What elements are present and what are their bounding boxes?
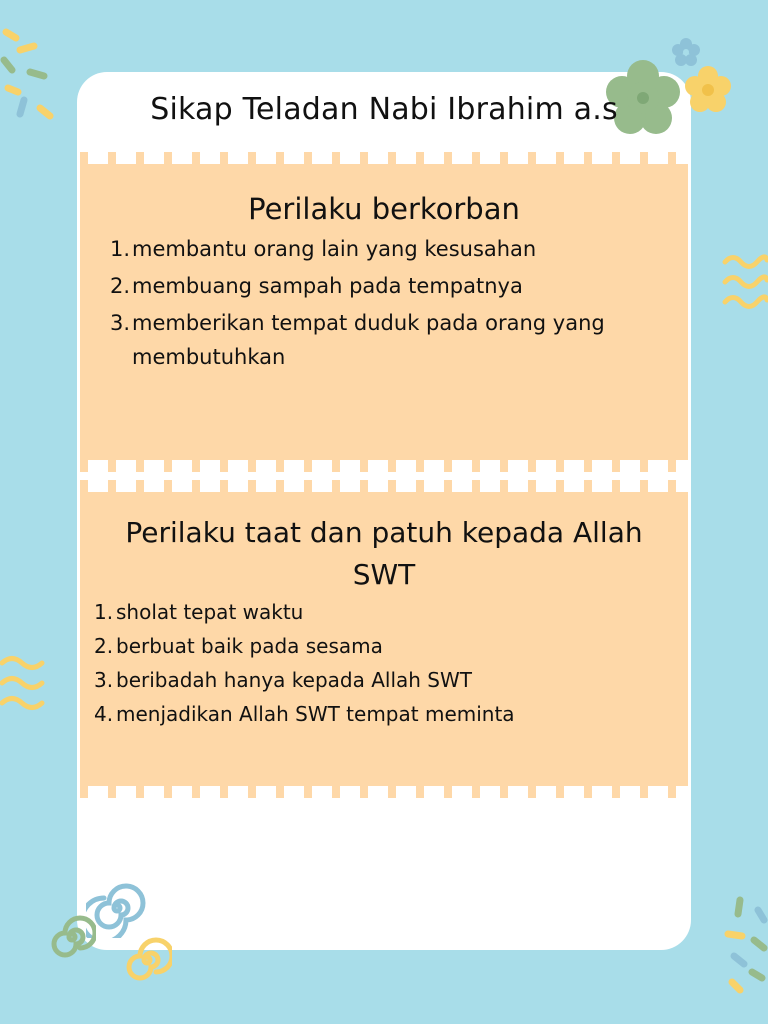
panel-top-border [80,152,688,170]
panel-top-border [80,480,688,498]
page-title: Sikap Teladan Nabi Ibrahim a.s [150,92,618,127]
list-number: 4. [94,702,114,726]
list-text: sholat tepat waktu [116,600,304,624]
section-heading: Perilaku taat dan patuh kepada Allah SWT [125,516,643,591]
list-number: 3. [110,311,131,335]
list-text: memberikan tempat duduk pada orang yang membutuhkan [132,311,605,369]
squiggle-icon-right [722,250,768,320]
behavior-list [110,232,680,377]
list-item [110,269,680,303]
list-text: beribadah hanya kepada Allah SWT [116,668,472,692]
list-number: 2. [110,274,131,298]
list-item [94,630,664,663]
squiggle-icon-left [0,655,50,719]
panel-bottom-border [80,454,688,472]
list-item [94,698,664,731]
list-number: 3. [94,668,114,692]
section-panel-berkorban [80,152,688,472]
list-text: membantu orang lain yang kesusahan [132,237,537,261]
spiral-icon-green [48,912,96,960]
list-number: 2. [94,634,114,658]
confetti-icon-bottom-right [718,890,768,1000]
panel-bottom-border [80,780,688,798]
list-item [94,596,664,629]
list-text: berbuat baik pada sesama [116,634,383,658]
list-item [110,306,680,374]
section-heading: Perilaku berkorban [248,192,520,226]
spiral-icon-yellow [122,934,172,984]
behavior-list [94,596,664,732]
section-panel-taat [80,480,688,798]
list-number: 1. [94,600,114,624]
list-number: 1. [110,237,131,261]
list-text: membuang sampah pada tempatnya [132,274,523,298]
list-item [110,232,680,266]
list-item [94,664,664,697]
list-text: menjadikan Allah SWT tempat meminta [116,702,515,726]
